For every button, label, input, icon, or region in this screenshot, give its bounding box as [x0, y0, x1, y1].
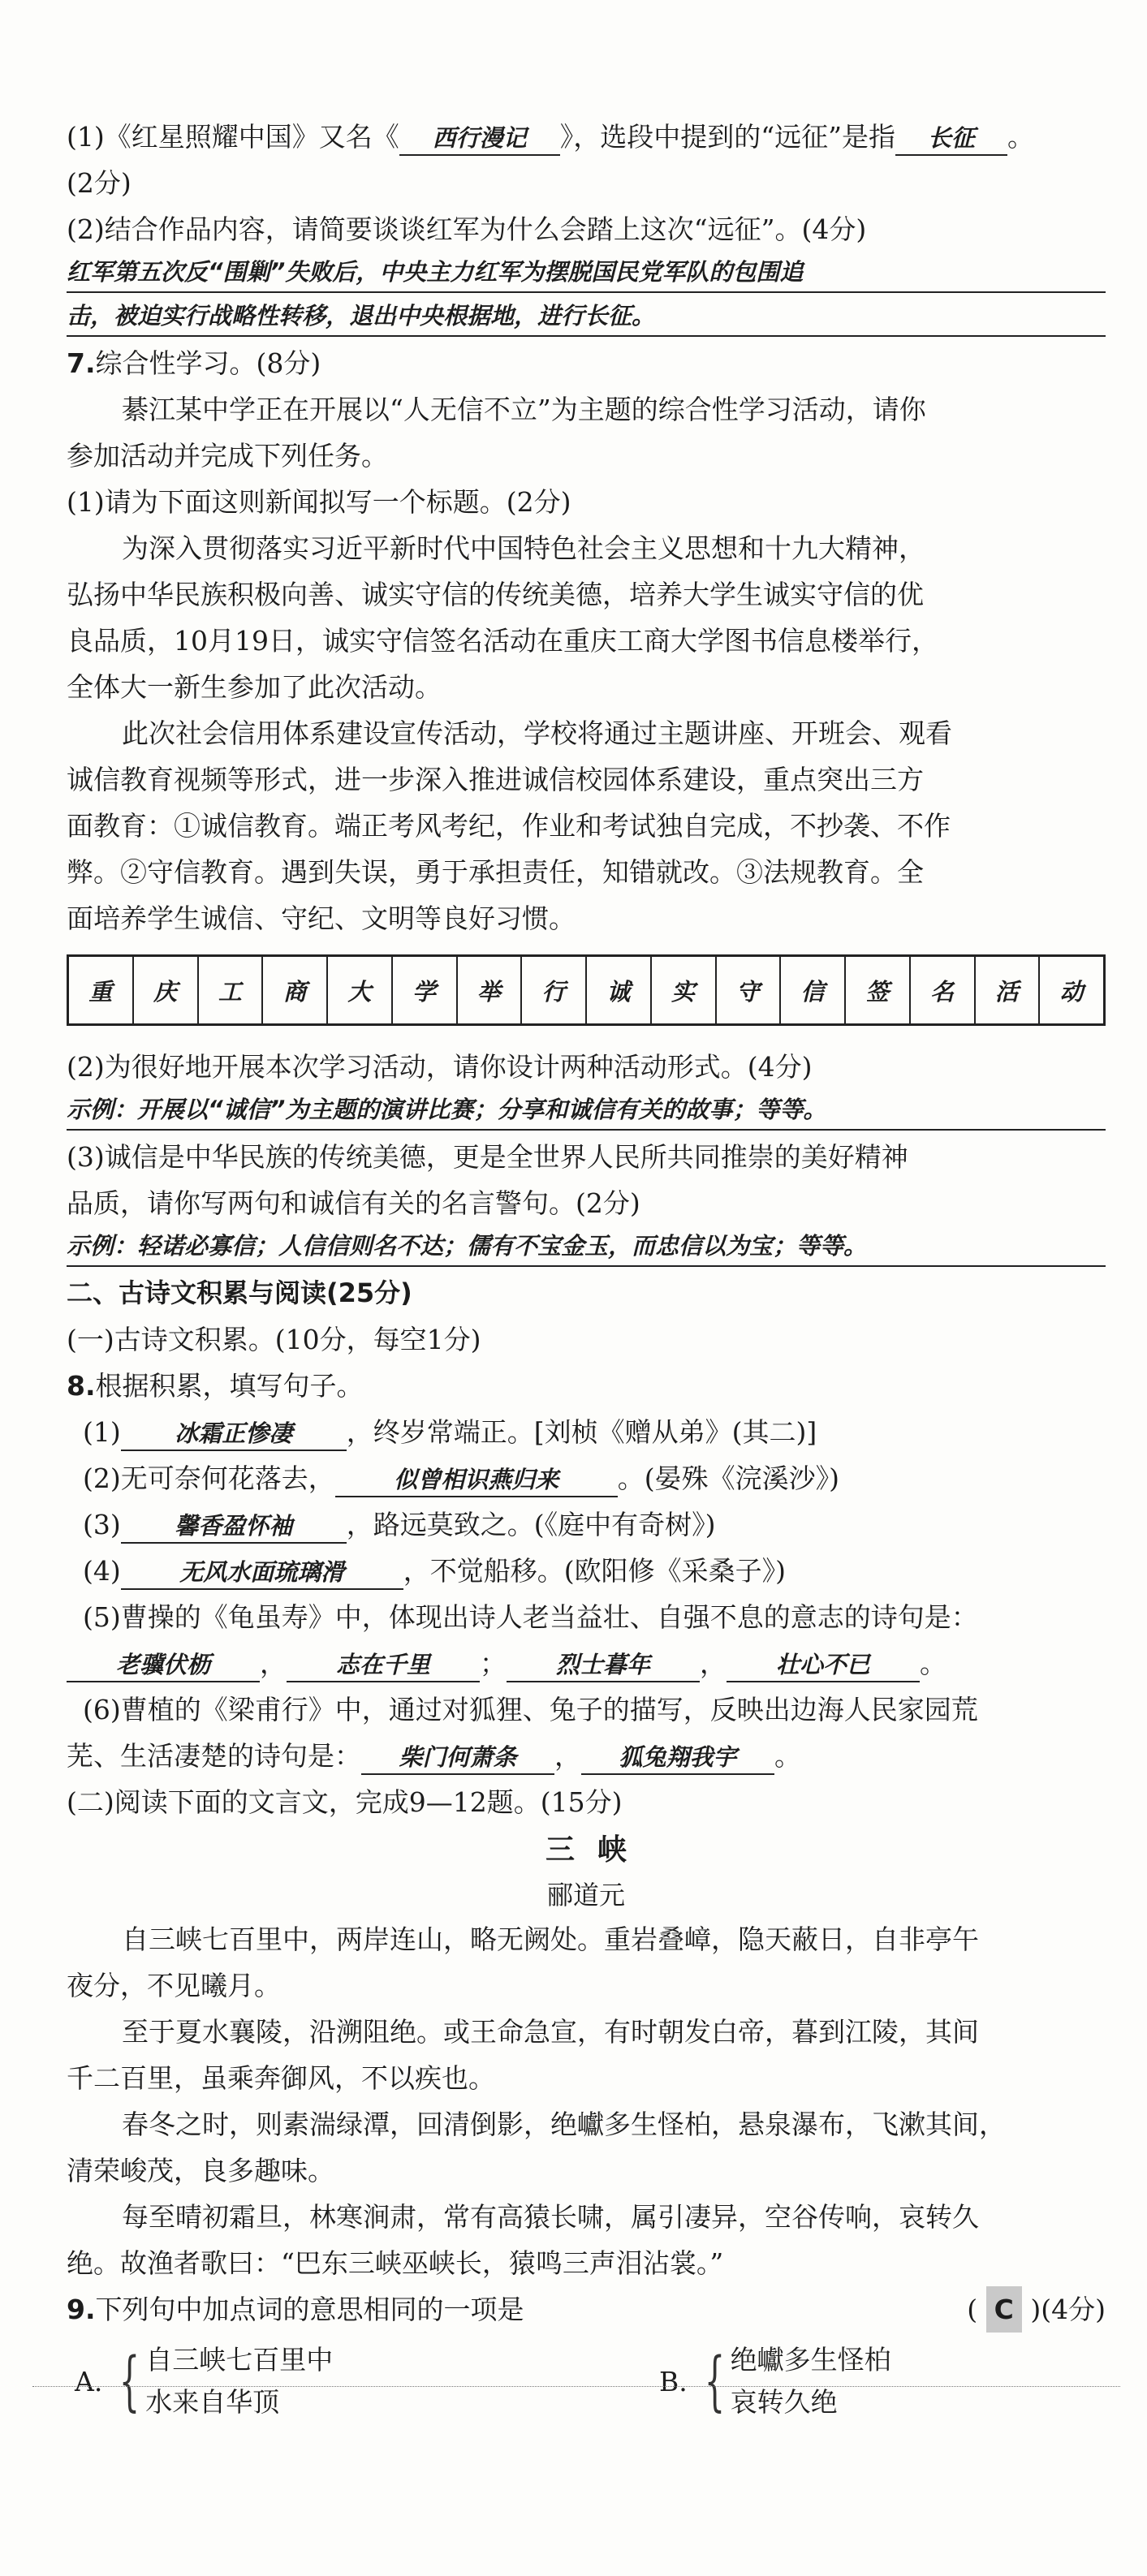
section-heading: 二、古诗文积累与阅读(25分)	[67, 1277, 412, 1308]
answer-blank: 壮心不已	[727, 1648, 920, 1682]
q9-stem: 9.下列句中加点词的意思相同的一项是 ( C )(4分)	[67, 2286, 1106, 2333]
news-line: 弘扬中华民族积极向善、诚实守信的传统美德，培养大学生诚实守信的优	[67, 579, 924, 610]
option-a: A. { 自三峡七百里中 水来自华顶	[67, 2339, 659, 2423]
q9-selected-answer: C	[986, 2286, 1022, 2333]
grid-cell: 信	[781, 957, 846, 1023]
passage-author: 郦道元	[546, 1880, 625, 1910]
q8-item-2: (2)无可奈何花落去， 似曾相识燕归来 。(晏殊《浣溪沙》)	[67, 1455, 1106, 1501]
answer-blank: 烈士暮年	[507, 1648, 700, 1682]
news-line: 为深入贯彻落实习近平新时代中国特色社会主义思想和十九大精神，	[122, 532, 925, 564]
answer-blank-expedition: 长征	[895, 122, 1007, 156]
grid-cell: 行	[522, 957, 587, 1023]
news-line: 良品质，10月19日，诚实守信签名活动在重庆工商大学图书信息楼举行，	[67, 625, 938, 657]
grid-cell: 学	[393, 957, 458, 1023]
q9-answer-bracket: ( C )(4分)	[967, 2286, 1106, 2333]
q7-intro-2: 参加活动并完成下列任务。	[67, 440, 388, 472]
passage-title: 三峡	[545, 1833, 649, 1867]
grid-cell: 举	[458, 957, 523, 1023]
q8-item-6-b: 芜、生活凄楚的诗句是： 柴门何萧条 ， 狐兔翔我宇 。	[67, 1733, 1106, 1779]
q7-sub1: (1)请为下面这则新闻拟写一个标题。(2分)	[67, 486, 571, 518]
news-line: 此次社会信用体系建设宣传活动，学校将通过主题讲座、开班会、观看	[122, 717, 952, 749]
reading-heading: (二)阅读下面的文言文，完成9—12题。(15分)	[67, 1786, 623, 1818]
q7-sub3-answer: 示例：轻诺必寡信；人信信则名不达；儒有不宝金玉，而忠信以为宝；等等。	[67, 1226, 1106, 1267]
answer-blank: 志在千里	[287, 1648, 480, 1682]
grid-cell: 名	[911, 957, 976, 1023]
q7-intro-1: 綦江某中学正在开展以“人无信不立”为主题的综合性学习活动，请你	[122, 394, 926, 425]
q7-sub3-b: 品质，请你写两句和诚信有关的名言警句。(2分)	[67, 1187, 640, 1219]
answer-blank: 似曾相识燕归来	[335, 1463, 618, 1497]
q6-part2: (2)结合作品内容，请简要谈谈红军为什么会踏上这次“远征”。(4分)	[67, 213, 867, 245]
q7-sub2: (2)为很好地开展本次学习活动，请你设计两种活动形式。(4分)	[67, 1051, 813, 1083]
news-line: 弊。②守信教育。遇到失误，勇于承担责任，知错就改。③法规教育。全	[67, 856, 924, 888]
grid-cell: 诚	[587, 957, 652, 1023]
q8-item-3: (3) 馨香盈怀袖 ，路远莫致之。(《庭中有奇树》)	[67, 1501, 1106, 1548]
grid-cell: 重	[69, 957, 134, 1023]
option-a-line-1: 自三峡七百里中	[145, 2344, 334, 2376]
exam-page	[67, 114, 1106, 2423]
grid-cell: 活	[976, 957, 1041, 1023]
q9-options	[67, 2339, 1106, 2423]
grid-cell: 签	[846, 957, 911, 1023]
option-b: B. { 绝巘多生怪柏 哀转久绝	[659, 2339, 891, 2423]
q6-part1-score: (2分)	[67, 167, 132, 199]
option-b-line-2: 哀转久绝	[730, 2386, 838, 2418]
passage-line: 绝。故渔者歌曰：“巴东三峡巫峡长，猿鸣三声泪沾裳。”	[67, 2247, 724, 2279]
passage-line: 至于夏水襄陵，沿溯阻绝。或王命急宣，有时朝发白帝，暮到江陵，其间	[122, 2016, 979, 2048]
grid-cell: 实	[652, 957, 717, 1023]
option-b-line-1: 绝巘多生怪柏	[730, 2344, 891, 2376]
grid-cell: 大	[328, 957, 393, 1023]
q6-answer-line-1: 红军第五次反“围剿”失败后，中央主力红军为摆脱国民党军队的包围追	[67, 252, 1106, 293]
q8-heading: 8.根据积累，填写句子。	[67, 1370, 364, 1402]
page-bottom-divider	[32, 2386, 1120, 2387]
q7-sub2-answer: 示例：开展以“诚信”为主题的演讲比赛；分享和诚信有关的故事；等等。	[67, 1090, 1106, 1131]
passage-line: 每至晴初霜旦，林寒涧肃，常有高猿长啸，属引凄异，空谷传响，哀转久	[122, 2201, 979, 2233]
news-line: 诚信教育视频等形式，进一步深入推进诚信校园体系建设，重点突出三方	[67, 764, 924, 795]
q6-part1: (1)《红星照耀中国》又名《 西行漫记 》，选段中提到的“远征”是指 长征 。	[67, 114, 1106, 160]
grid-cell: 商	[263, 957, 328, 1023]
q8-item-6-a: (6)曹植的《梁甫行》中，通过对狐狸、兔子的描写，反映出边海人民家园荒	[83, 1694, 978, 1725]
option-a-line-2: 水来自华顶	[145, 2386, 280, 2418]
q8-item-5-answers: 老骥伏枥 ， 志在千里 ； 烈士暮年 ， 壮心不已 。	[67, 1640, 1106, 1686]
news-line: 面培养学生诚信、守纪、文明等良好习惯。	[67, 902, 576, 934]
passage-line: 千二百里，虽乘奔御风，不以疾也。	[67, 2062, 495, 2094]
grid-cell: 守	[717, 957, 782, 1023]
grid-cell: 庆	[134, 957, 199, 1023]
passage-line: 春冬之时，则素湍绿潭，回清倒影，绝巘多生怪柏，悬泉瀑布，飞漱其间，	[122, 2109, 1006, 2140]
subsection-heading: (一)古诗文积累。(10分，每空1分)	[67, 1324, 481, 1355]
q8-item-1: (1) 冰霜正惨凄 ，终岁常端正。[刘桢《赠从弟》(其二)]	[67, 1409, 1106, 1455]
news-line: 面教育：①诚信教育。端正考风考纪，作业和考试独自完成，不抄袭、不作	[67, 810, 951, 842]
grid-cell: 工	[199, 957, 264, 1023]
q7-sub3-a: (3)诚信是中华民族的传统美德，更是全世界人民所共同推崇的美好精神	[67, 1141, 908, 1173]
q7-heading: 7.综合性学习。(8分)	[67, 347, 321, 379]
answer-blank: 狐兔翔我宇	[581, 1741, 774, 1775]
grid-cell: 动	[1059, 977, 1084, 1006]
answer-blank: 柴门何萧条	[361, 1741, 554, 1775]
answer-blank: 冰霜正惨凄	[121, 1417, 347, 1451]
headline-answer-grid	[67, 954, 1106, 1026]
q6-answer-line-2: 击，被迫实行战略性转移，退出中央根据地，进行长征。	[67, 296, 1106, 337]
q8-item-5: (5)曹操的《龟虽寿》中，体现出诗人老当益壮、自强不息的意志的诗句是：	[83, 1601, 978, 1633]
news-line: 全体大一新生参加了此次活动。	[67, 671, 442, 703]
answer-blank-alt-title: 西行漫记	[399, 122, 560, 156]
brace-icon: {	[704, 2343, 725, 2419]
passage-line: 清荣峻茂，良多趣味。	[67, 2155, 334, 2186]
brace-icon: {	[119, 2343, 140, 2419]
q8-item-4: (4) 无风水面琉璃滑 ，不觉船移。(欧阳修《采桑子》)	[67, 1548, 1106, 1594]
passage-line: 夜分，不见曦月。	[67, 1970, 281, 2001]
answer-blank: 馨香盈怀袖	[121, 1510, 347, 1544]
passage-line: 自三峡七百里中，两岸连山，略无阙处。重岩叠嶂，隐天蔽日，自非亭午	[122, 1923, 979, 1955]
answer-blank: 无风水面琉璃滑	[121, 1556, 403, 1590]
answer-blank: 老骥伏枥	[67, 1648, 260, 1682]
